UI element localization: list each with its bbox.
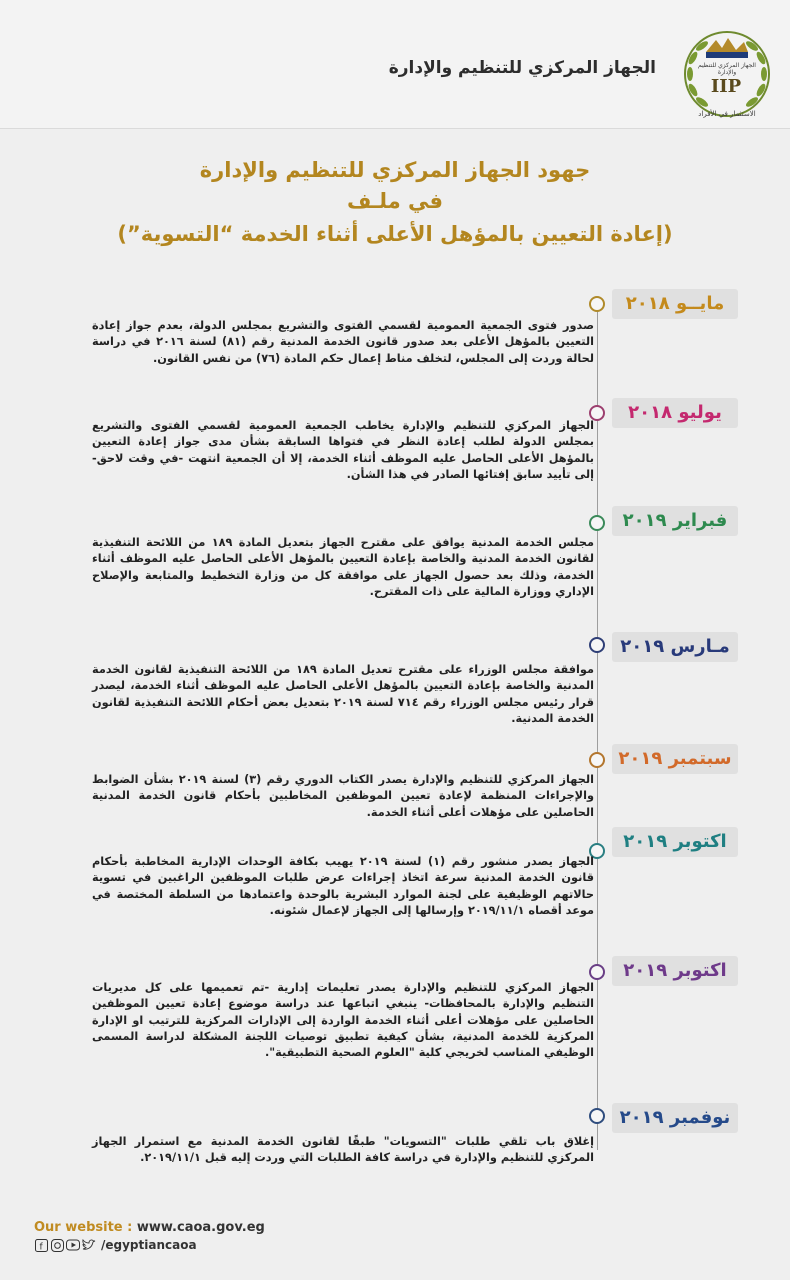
page-title-line3: (إعادة التعيين بالمؤهل الأعلى أثناء الخدمة “التسوية”) <box>117 222 673 246</box>
timeline-entry-text: صدور فتوى الجمعية العمومية لقسمي الفتوى والتشريع بمجلس الدولة، بعدم جواز إعادة التعيين بالمؤهل الأعلى بعد صدور قانون الخدمة المدنية رقم (٨١) لسنة ٢٠١٦ في دراسة لحالة وردت إلى المجلس، لتخلف مناط إعمال حكم المادة (٧٦) من نفس القانون. <box>92 319 594 365</box>
timeline-marker <box>589 1108 605 1124</box>
page-title-line2: في ملـف <box>346 189 444 213</box>
timeline-marker <box>589 637 605 653</box>
timeline-date-tab: مـارس ٢٠١٩ <box>612 632 738 662</box>
timeline-date-tab: يوليو ٢٠١٨ <box>612 398 738 428</box>
timeline-date-tab: اكتوبر ٢٠١٩ <box>612 956 738 986</box>
timeline-entry-text: الجهاز المركزي للتنظيم والإدارة يخاطب الجمعية العمومية لقسمي الفتوى والتشريع بمجلس الدولة لطلب إعادة النظر في فتواها السابقة بشأن مدى جواز إعادة التعيين بالمؤهل الأعلى الحاصل عليه الموظف أثناء الخدمة، إلا أن الجمعية انتهت -في وقت لاحق- إلى تأييد سابق إفتائها الصادر في هذا الشأن. <box>92 419 594 481</box>
timeline-date-tab: نوفمبر ٢٠١٩ <box>612 1103 738 1133</box>
org-name: الجهاز المركزي للتنظيم والإدارة <box>388 58 656 78</box>
timeline-entry-text: الجهاز يصدر منشور رقم (١) لسنة ٢٠١٩ يهيب بكافة الوحدات الإدارية المخاطبة بأحكام قانون الخدمة المدنية سرعة اتخاذ إجراءات عرض طلبات الموظفين الراغبين في تسوية حالاتهم الوظيفية على لجنة الموارد البشرية بالوحدة واعتمادها من السلطة المختصة في موعد أقصاه ٢٠١٩/١١/١ وإرسالها إلى الجهاز لإعمال شئونه. <box>92 855 595 917</box>
timeline-marker <box>589 752 605 768</box>
twitter-icon[interactable] <box>82 1238 96 1252</box>
timeline-date-tab: اكتوبر ٢٠١٩ <box>612 827 738 857</box>
timeline-date-tab: مايــو ٢٠١٨ <box>612 289 738 319</box>
timeline-marker <box>589 296 605 312</box>
logo-tagline: الاستثمار في الأفراد <box>698 110 756 118</box>
instagram-icon[interactable] <box>50 1238 64 1252</box>
timeline-entry-text: إغلاق باب تلقي طلبات "التسويات" طبقًا لقانون الخدمة المدنية مع استمرار الجهاز المركزي للتنظيم والإدارة في دراسة كافة الطلبات التي وردت إليه قبل ٢٠١٩/١١/١. <box>92 1135 594 1165</box>
website-label: Our website : <box>34 1220 133 1235</box>
timeline-entry-text: الجهاز المركزي للتنظيم والإدارة يصدر الكتاب الدوري رقم (٣) لسنة ٢٠١٩ بشأن الضوابط والإجراءات المنظمة لإعادة تعيين الموظفين المخاطبين بأحكام قانون الخدمة المدنية الحاصلين على مؤهلات أعلى أثناء الخدمة. <box>92 773 594 819</box>
logo-name: IIP <box>710 76 742 97</box>
timeline-date-tab: فبراير ٢٠١٩ <box>612 506 738 536</box>
facebook-icon[interactable] <box>34 1238 48 1252</box>
timeline-entry-text: مجلس الخدمة المدنية يوافق على مقترح الجهاز بتعديل المادة ١٨٩ من اللائحة التنفيذية لقانون الخدمة المدنية والخاصة بإعادة التعيين بالمؤهل الأعلى الحاصل عليه الموظف أثناء الخدمة، وذلك بعد حصول الجهاز على موافقة كل من وزارة التخطيط والمتابعة والإصلاح الإداري ووزارة المالية على ذات المقترح. <box>92 536 594 598</box>
page-title-line1: جهود الجهاز المركزي للتنظيم والإدارة <box>199 158 591 182</box>
header <box>0 0 790 129</box>
footer-website <box>34 1220 265 1235</box>
svg-text:f: f <box>39 1242 43 1252</box>
timeline-entry-text: الجهاز المركزي للتنظيم والإدارة يصدر تعليمات إدارية -تم تعميمها على كل مديريات التنظيم والإدارة بالمحافظات- ينبغي اتباعها عند دراسة موضوع إعادة تعيين الموظفين الحاصلين على مؤهلات أعلى أثناء الخدمة الواردة إلى الإدارات المركزية للترتيب او الإدارة المركزية للخدمة المدنية، بشأن كيفية تطبيق توصيات اللجنة المشكلة لدراسة المسمى الوظيفي المناسب لخريجي كلية "العلوم الصحية التطبيقية". <box>92 981 594 1060</box>
social-handle[interactable]: /egyptiancaoa <box>101 1238 197 1252</box>
timeline-entry-text: موافقة مجلس الوزراء على مقترح تعديل المادة ١٨٩ من اللائحة التنفيذية لقانون الخدمة المدنية والخاصة بإعادة التعيين بالمؤهل الأعلى الحاصل عليه الموظف أثناء الخدمة، ليصدر قرار رئيس مجلس الوزراء رقم ٧١٤ لسنة ٢٠١٩ بتعديل بعض أحكام اللائحة التنفيذية لقانون الخدمة المدنية. <box>92 663 594 725</box>
timeline-marker <box>589 515 605 531</box>
org-logo <box>678 26 776 122</box>
footer-social <box>34 1238 197 1252</box>
timeline-marker <box>589 964 605 980</box>
website-link[interactable]: www.caoa.gov.eg <box>136 1220 265 1235</box>
timeline-line <box>597 300 598 1150</box>
timeline-date-tab: سبتمبر ٢٠١٩ <box>612 744 738 774</box>
youtube-icon[interactable] <box>66 1238 80 1252</box>
logo-org-line: الجهاز المركزي للتنظيم والإدارة <box>698 62 756 76</box>
